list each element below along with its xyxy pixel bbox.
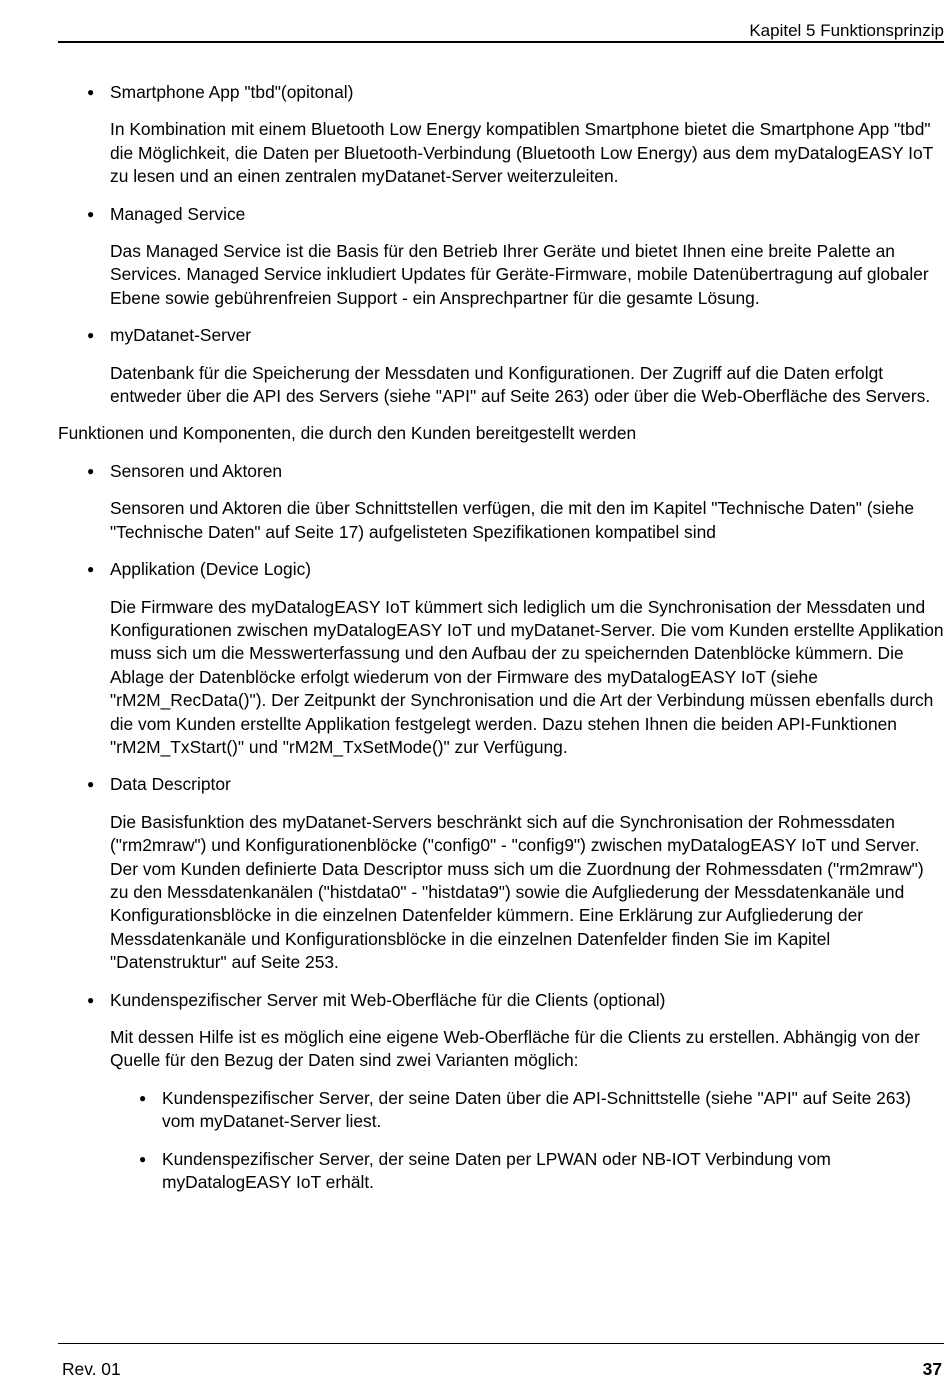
list-item-description: Mit dessen Hilfe ist es möglich eine eigene Web-Oberfläche für die Clients zu erstellen. Abhängig von der Quelle für den Bezug der Daten sind zwei Varianten möglich: bbox=[110, 1027, 920, 1071]
list-item bbox=[58, 989, 944, 1012]
list-item-title: Managed Service bbox=[110, 203, 246, 224]
list-item-description: Die Firmware des myDatalogEASY IoT kümmert sich lediglich um die Synchronisation der Messdaten und Konfigurationen zwischen myDatalogEASY IoT und myDatanet-Server. Die vom Kunden erstellte Applikation muss sich um die Messwerterfassung und den Aufbau der zu speichernden Datenblöcke kümmern. Die Ablage der Datenblöcke erfolgt wiederum von der Firmware des myDatalogEASY IoT (siehe "rM2M_RecData()"). Der Zeitpunkt der Synchronisation und die Art der Verbindung müssen ebenfalls durch die vom Kunden erstellte Applikation festgelegt werden. Dazu stehen Ihnen die beiden API-Funktionen "rM2M_TxStart()" und "rM2M_TxSetMode()" zur Verfügung. bbox=[110, 596, 944, 757]
bullet-icon: ● bbox=[139, 1090, 147, 1105]
list-item-title: Kundenspezifischer Server mit Web-Oberfläche für die Clients (optional) bbox=[110, 989, 666, 1010]
bullet-icon: ● bbox=[87, 992, 95, 1007]
sub-list-item-text: Kundenspezifischer Server, der seine Daten über die API-Schnittstelle (siehe "API" auf Seite 263) vom myDatanet-Server liest. bbox=[162, 1087, 911, 1132]
list-item-title: Applikation (Device Logic) bbox=[110, 559, 312, 580]
section-heading: Funktionen und Komponenten, die durch den Kunden bereitgestellt werden bbox=[58, 423, 637, 444]
bullet-icon: ● bbox=[87, 206, 95, 221]
list-item bbox=[58, 558, 944, 581]
revision-label: Rev. 01 bbox=[62, 1359, 121, 1379]
bullet-icon: ● bbox=[87, 463, 95, 478]
section-server-components bbox=[58, 81, 944, 408]
header-divider bbox=[58, 41, 944, 43]
list-item-title: Data Descriptor bbox=[110, 774, 231, 795]
list-item bbox=[58, 203, 944, 226]
section-customer-components bbox=[58, 422, 944, 1194]
sub-list-item-text: Kundenspezifischer Server, der seine Daten per LPWAN oder NB-IOT Verbindung vom myDatalogEASY IoT erhält. bbox=[162, 1148, 831, 1193]
list-item-description: Datenbank für die Speicherung der Messdaten und Konfigurationen. Der Zugriff auf die Daten erfolgt entweder über die API des Servers (siehe "API" auf Seite 263) oder über die Web-Oberfläche des Servers. bbox=[110, 362, 931, 407]
chapter-title: Kapitel 5 Funktionsprinzip bbox=[749, 21, 944, 40]
list-item-title: Sensoren und Aktoren bbox=[110, 460, 283, 481]
list-item-description: Sensoren und Aktoren die über Schnittstellen verfügen, die mit den im Kapitel "Technische Daten" (siehe "Technische Daten" auf Seite 17) aufgelisteten Spezifikationen kompatibel sind bbox=[110, 498, 915, 542]
list-item-description: Das Managed Service ist die Basis für den Betrieb Ihrer Geräte und bietet Ihnen eine breite Palette an Services. Managed Service inkludiert Updates für Geräte-Firmware, mobile Datenübertragung auf globaler Ebene sowie gebührenfreien Support - ein Ansprechpartner für die gesamte Lösung. bbox=[110, 241, 929, 308]
list-item-description: In Kombination mit einem Bluetooth Low Energy kompatiblen Smartphone bietet die Smartphone App "tbd" die Möglichkeit, die Daten per Bluetooth-Verbindung (Bluetooth Low Energy) aus dem myDatalogEASY IoT zu lesen und an einen zentralen myDatanet-Server weiterzuleiten. bbox=[110, 119, 933, 187]
footer-divider bbox=[58, 1343, 944, 1344]
bullet-icon: ● bbox=[87, 85, 95, 99]
list-item-title: myDatanet-Server bbox=[110, 325, 252, 346]
bullet-icon: ● bbox=[87, 777, 95, 792]
list-item-description: Die Basisfunktion des myDatanet-Servers beschränkt sich auf die Synchronisation der Rohmessdaten ("rm2mraw") und Konfigurationenblöcke ("config0" - "config9") zwischen myDatalogEASY IoT und Server. Der vom Kunden definierte Data Descriptor muss sich um die Zuordnung der Rohmessdaten ("rm2mraw") zu den Messdatenkanälen ("histdata0" - "histdata9") sowie die Aufgliederung der Messdatenkanäle und Konfigurationsblöcke in die einzelnen Datenfelder kümmern. Eine Erklärung zur Aufgliederung der Messdatenkanäle und Konfigurationsblöcke in die einzelnen Datenfelder finden Sie im Kapitel "Datenstruktur" auf Seite 253. bbox=[110, 811, 924, 973]
page-content bbox=[58, 81, 944, 1208]
page-number: 37 bbox=[922, 1359, 942, 1379]
bullet-icon: ● bbox=[139, 1151, 147, 1166]
bullet-icon: ● bbox=[87, 328, 95, 343]
list-item bbox=[58, 81, 944, 104]
list-item bbox=[58, 773, 944, 796]
sub-list-item bbox=[58, 1087, 944, 1134]
bullet-icon: ● bbox=[87, 562, 95, 577]
list-item-title: Smartphone App "tbd"(opitonal) bbox=[110, 82, 354, 102]
sub-list-item bbox=[58, 1148, 944, 1195]
list-item bbox=[58, 460, 944, 483]
list-item bbox=[58, 324, 944, 347]
